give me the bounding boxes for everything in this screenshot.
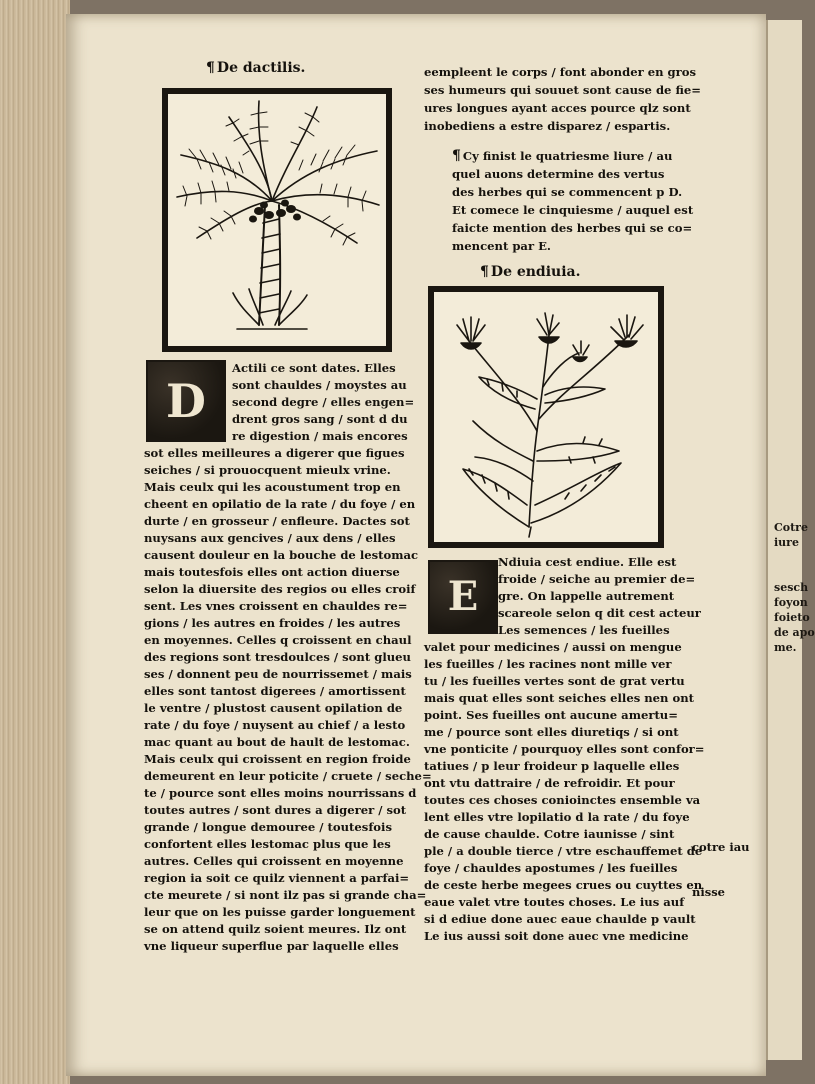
adjacent-page-fragment: foyon	[774, 596, 808, 609]
text-line: toutes autres / sont dures a digerer / sot	[144, 803, 407, 817]
text-line: gre. On lappelle autrement	[498, 589, 675, 603]
adjacent-page-fragment: iure	[774, 536, 799, 549]
explicit-text: Cy finist le quatriesme liure / au	[462, 149, 673, 163]
explicit-line	[452, 148, 672, 165]
text-line: tu / les fueilles vertes sont de grat vertu	[424, 674, 685, 688]
text-line: ont vtu dattraire / de refroidir. Et pour	[424, 776, 675, 790]
text-line: valet pour medicines / aussi on mengue	[424, 640, 682, 654]
text-line: demeurent en leur poticite / cruete / seche=	[144, 769, 432, 783]
initial-letter: D	[148, 362, 224, 440]
text-line: rate / du foye / nuysent au chief / a lesto	[144, 718, 406, 732]
text-line: lent elles vtre lopilatio d la rate / du foye	[424, 810, 690, 824]
text-line: mais toutesfois elles ont action diuerse	[144, 565, 400, 579]
adjacent-page-fragment: foieto	[774, 611, 810, 624]
decorated-initial-d	[146, 360, 226, 442]
woodcut-date-palm	[162, 88, 392, 352]
text-line: se on attend quilz soient meures. Ilz ont	[144, 922, 407, 936]
text-line: eempleent le corps / font abonder en gros	[424, 65, 697, 79]
text-line: confortent elles lestomac plus que les	[144, 837, 391, 851]
text-line: tatiues / p leur froideur p laquelle elles	[424, 759, 680, 773]
text-line: des regions sont tresdoulces / sont glueu	[144, 650, 411, 664]
adjacent-page-fragment: me.	[774, 641, 797, 654]
pilcrow-icon: ¶	[206, 60, 215, 76]
pilcrow-icon: ¶	[480, 264, 489, 280]
woodcut-endive	[428, 286, 664, 548]
text-line: froide / seiche au premier de=	[498, 572, 696, 586]
marginal-note-line: cotre iau	[692, 840, 750, 854]
text-line: cheent en opilatio de la rate / du foye / en	[144, 497, 416, 511]
text-line: re digestion / mais encores	[232, 429, 408, 443]
text-line: ures longues ayant acces pource qlz sont	[424, 101, 691, 115]
text-line: causent douleur en la bouche de lestomac	[144, 548, 419, 562]
endive-plant-illustration-icon	[433, 291, 659, 543]
text-line: drent gros sang / sont d du	[232, 412, 408, 426]
text-line: vne ponticite / pourquoy elles sont confor=	[424, 742, 705, 756]
initial-letter: E	[430, 562, 496, 632]
explicit-line: mencent par E.	[452, 239, 551, 253]
text-line: durte / en grosseur / enfleure. Dactes sot	[144, 514, 410, 528]
section-heading-endiuia	[480, 264, 580, 281]
text-line: eaue valet vtre toutes choses. Le ius auf	[424, 895, 685, 909]
explicit-line: Et comece le cinquiesme / auquel est	[452, 203, 694, 217]
text-line: Ndiuia cest endiue. Elle est	[498, 555, 677, 569]
text-line: Mais ceulx qui les acoustument trop en	[144, 480, 401, 494]
text-line: nuysans aux gencives / aux dens / elles	[144, 531, 396, 545]
text-line: Mais ceulx qui croissent en region froide	[144, 752, 411, 766]
text-line: de ceste herbe megees crues ou cuyttes en	[424, 878, 703, 892]
adjacent-page-edge	[766, 20, 815, 1060]
marginal-note-line: nisse	[692, 885, 725, 899]
text-line: gions / les autres en froides / les autres	[144, 616, 401, 630]
text-line: me / pource sont elles diuretiqs / si ont	[424, 725, 679, 739]
text-line: sent. Les vnes croissent en chauldes re=	[144, 599, 408, 613]
text-line: second degre / elles engen=	[232, 395, 415, 409]
text-line: point. Ses fueilles ont aucune amertu=	[424, 708, 678, 722]
text-line: autres. Celles qui croissent en moyenne	[144, 854, 404, 868]
adjacent-page-fragment: de apo	[774, 626, 815, 639]
text-line: mais quat elles sont seiches elles nen ont	[424, 691, 695, 705]
text-line: ple / a double tierce / vtre eschauffemet de	[424, 844, 703, 858]
heading-text: De endiuia.	[490, 264, 581, 280]
marginal-note	[692, 810, 750, 915]
pilcrow-icon: ¶	[452, 148, 461, 164]
heading-text: De dactilis.	[216, 60, 306, 76]
text-line: les fueilles / les racines nont mille ver	[424, 657, 672, 671]
text-line: Actili ce sont dates. Elles	[232, 361, 396, 375]
text-line: cte meurete / si nont ilz pas si grande cha=	[144, 888, 427, 902]
decorated-initial-e	[428, 560, 498, 634]
text-line: seiches / si prouocquent mieulx vrine.	[144, 463, 391, 477]
text-line: le ventre / plustost causent opilation de	[144, 701, 403, 715]
adjacent-page-fragment: sesch	[774, 581, 809, 594]
explicit-line: faicte mention des herbes qui se co=	[452, 221, 693, 235]
explicit-line: quel auons determine des vertus	[452, 167, 665, 181]
text-line: region ia soit ce quilz viennent a parfai=	[144, 871, 410, 885]
text-line: si d ediue done auec eaue chaulde p vault	[424, 912, 696, 926]
text-line: foye / chauldes apostumes / les fueilles	[424, 861, 678, 875]
text-line: grande / longue demouree / toutesfois	[144, 820, 392, 834]
section-heading-dactilis	[206, 60, 305, 77]
text-line: vne liqueur superflue par laquelle elles	[144, 939, 399, 953]
text-line: Le ius aussi soit done auec vne medicine	[424, 929, 689, 943]
text-line: mac quant au bout de hault de lestomac.	[144, 735, 410, 749]
text-line: en moyennes. Celles q croissent en chaul	[144, 633, 412, 647]
text-line: sont chauldes / moystes au	[232, 378, 407, 392]
text-line: de cause chaulde. Cotre iaunisse / sint	[424, 827, 675, 841]
text-line: Les semences / les fueilles	[498, 623, 670, 637]
explicit-line: des herbes qui se commencent p D.	[452, 185, 683, 199]
text-line: te / pource sont elles moins nourrissans d	[144, 786, 417, 800]
adjacent-page-fragment: Cotre	[774, 521, 808, 534]
text-line: ses / donnent peu de nourrissemet / mais	[144, 667, 412, 681]
text-line: selon la diuersite des regios ou elles croif	[144, 582, 416, 596]
text-line: toutes ces choses conioinctes ensemble va	[424, 793, 701, 807]
text-line: inobediens a estre disparez / espartis.	[424, 119, 671, 133]
text-line: elles sont tantost digerees / amortissent	[144, 684, 406, 698]
text-line: ses humeurs qui souuet sont cause de fie=	[424, 83, 701, 97]
book-page-edges	[0, 0, 70, 1084]
text-line: scareole selon q dit cest acteur	[498, 606, 701, 620]
text-line: leur que on les puisse garder longuement	[144, 905, 416, 919]
text-line: sot elles meilleures a digerer que figues	[144, 446, 405, 460]
date-palm-illustration-icon	[167, 93, 387, 347]
